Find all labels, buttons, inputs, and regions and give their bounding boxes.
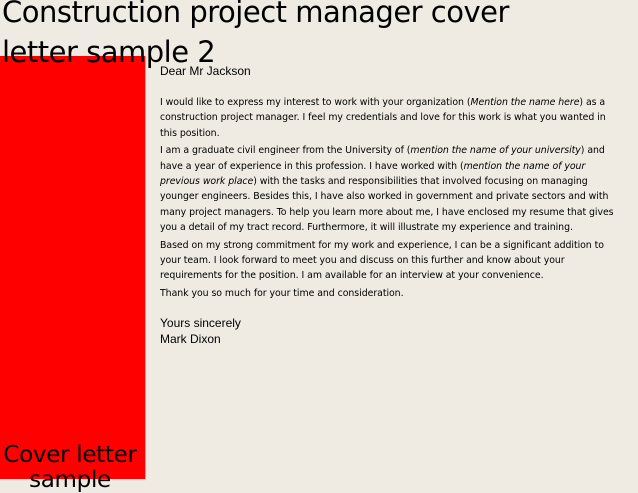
slide-title [2, 0, 638, 72]
closing-block [160, 316, 620, 347]
slide-title-line1: Construction project manager cover [2, 0, 509, 29]
paragraph-2 [160, 143, 620, 235]
p2-text-a: I am a graduate civil engineer from the University of ( [160, 145, 411, 157]
p1-text-a: I would like to express my interest to work with your organization ( [160, 97, 471, 108]
p2-italic-b: mention the name of your university [410, 145, 581, 157]
p2-text-c: ) and have a year of experience in this profession. I have worked with ( [160, 145, 605, 172]
paragraph-1 [160, 95, 620, 141]
closing-line: Yours sincerely [160, 316, 241, 331]
p2-text-e: ) with the tasks and responsibilities that involved focusing on managing younger engineers. Besides this, I have also worked in government and private sectors and with many project managers. To help you learn more about me, I have enclosed my resume that gives you a detail of my tract record. Furthermore, it will illustrate my experience and training. [160, 176, 614, 234]
panel-caption-line2: sample [29, 467, 111, 493]
signature: Mark Dixon [160, 331, 221, 346]
paragraph-3: Based on my strong commitment for my work and experience, I can be a significant addition to your team. I look forward to meet you and discuss on this further and know about your requirements for the position. I am available for an interview at your convenience. [160, 239, 604, 282]
p1-text-c: ) as a construction project manager. I feel my credentials and love for this work is what you wanted in this position. [160, 97, 606, 139]
slide-title-line2: letter sample 2 [2, 35, 216, 69]
p1-italic-b: Mention the name here [470, 97, 580, 108]
red-side-panel [0, 56, 146, 493]
letter-body [160, 64, 620, 347]
salutation: Dear Mr Jackson [160, 64, 251, 78]
paragraph-4: Thank you so much for your time and consideration. [160, 287, 404, 299]
panel-caption [0, 443, 140, 493]
panel-caption-line1: Cover letter [3, 442, 137, 468]
p2-italic-d: mention the name of your previous work place [160, 160, 586, 188]
